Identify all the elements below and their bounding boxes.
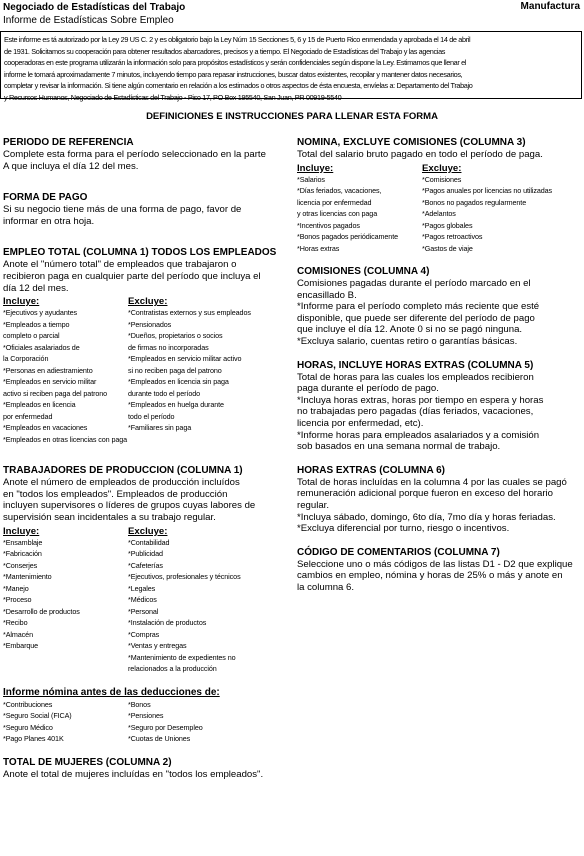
- notice-line: cooperadoras en este programa utilizarán la información solo para propósitos estadísticos y serán confidenciales según dispone la Ley. Estimamos que llenar el: [4, 58, 467, 68]
- section-title: CÓDIGO DE COMENTARIOS (COLUMNA 7): [297, 546, 500, 558]
- body-line: Total de horas incluídas en la columna 4 por las cuales se pagó: [297, 476, 567, 488]
- excluye-list: [128, 526, 253, 675]
- list-item: *Empleados en servicio militar: [3, 377, 97, 387]
- list-item: *Seguro Médico: [3, 722, 53, 732]
- list-item: *Personas en adiestramiento: [3, 365, 93, 375]
- list-item: *Empleados en otras licencias con paga: [3, 434, 128, 444]
- list-item: por enfermedad: [3, 411, 53, 421]
- body-line: Anote el número de empleados de producción incluídos: [3, 477, 240, 489]
- list-item: activo si reciben paga del patrono: [3, 388, 108, 398]
- list-item: *Mantenimiento de expedientes no: [128, 652, 236, 662]
- section-title: PERIODO DE REFERENCIA: [3, 137, 134, 148]
- body-line: paga durante el período de pago.: [297, 383, 439, 395]
- excluye-header: Excluye:: [128, 296, 168, 308]
- incluye-list: [297, 163, 422, 255]
- right-column: [297, 137, 584, 594]
- list-item: *Empleados a tiempo: [3, 319, 70, 329]
- list-item: *Bonos no pagados regularmente: [422, 197, 527, 207]
- section-horas-extras: [297, 465, 584, 535]
- section-body: [297, 559, 584, 594]
- body-line: Seleccione uno o más códigos de las listas D1 - D2 que explique: [297, 558, 573, 570]
- section-title: Informe nómina antes de las deducciones de:: [3, 686, 220, 698]
- section-trabajadores: [3, 465, 288, 674]
- incluye-header: Incluye:: [3, 296, 40, 308]
- list-item: *Proceso: [3, 595, 32, 605]
- section-title: FORMA DE PAGO: [3, 192, 88, 204]
- list-item: relacionados a la producción: [128, 664, 217, 674]
- body-line: regular.: [297, 500, 329, 511]
- industry-label: Manufactura: [520, 1, 580, 12]
- list-item: de firmas no incorporadas: [128, 342, 209, 352]
- list-item: *Contabilidad: [128, 537, 170, 547]
- list-item: *Seguro por Desempleo: [128, 722, 203, 732]
- list-item: *Ventas y entregas: [128, 641, 187, 651]
- section-comisiones: [297, 266, 584, 348]
- section-title: COMISIONES (COLUMNA 4): [297, 266, 430, 278]
- list-item: *Mantenimiento: [3, 572, 52, 582]
- body-line: Anote el "número total" de empleados que trabajaron o: [3, 259, 237, 271]
- list-item: completo o parcial: [3, 331, 60, 341]
- incluye-header: Incluye:: [297, 162, 334, 174]
- include-exclude-lists: [297, 163, 584, 255]
- section-body: [297, 149, 584, 161]
- list-item: *Pago Planes 401K: [3, 734, 64, 744]
- body-line: Anote el total de mujeres incluídas en "todos los empleados".: [3, 768, 264, 780]
- list-item: licencia por enfermedad: [297, 197, 372, 207]
- body-line: *Excluya salario, cuentas retiro o garantías básicas.: [297, 336, 518, 348]
- body-line: Comisiones pagadas durante el período marcado en el: [297, 278, 531, 290]
- list-item: *Familiares sin paga: [128, 423, 192, 433]
- body-line: Complete esta forma para el período seleccionado en la parte: [3, 149, 266, 160]
- list-item: *Médicos: [128, 595, 157, 605]
- list-item: *Cafeterías: [128, 560, 163, 570]
- body-line: *Informe horas para empleados asalariados y a comisión: [297, 429, 540, 441]
- list-item: si no reciben paga del patrono: [128, 365, 222, 375]
- body-line: *Incluya horas extras, horas por tiempo en espera y horas: [297, 394, 544, 406]
- body-line: supervisión sean incidentales a su trabajo regular.: [3, 511, 216, 523]
- list-item: *Recibo: [3, 618, 28, 628]
- list-item: *Incentivos pagados: [297, 220, 360, 230]
- list-item: *Comisiones: [422, 174, 462, 184]
- body-line: encasillado B.: [297, 289, 357, 301]
- excluye-list: [422, 162, 553, 255]
- section-title: NOMINA, EXCLUYE COMISIONES (COLUMNA 3): [297, 137, 526, 148]
- section-codigo: [297, 547, 584, 594]
- body-line: que incluye el día 12. Anote 0 si no se pagó ninguna.: [297, 324, 523, 336]
- list-item: *Bonos: [128, 699, 151, 709]
- excluye-list: [128, 296, 253, 445]
- list-item: *Días feriados, vacaciones,: [297, 186, 382, 196]
- deducciones-col-1: [3, 699, 128, 745]
- list-item: *Empleados en huelga durante: [128, 400, 224, 410]
- section-title: TRABAJADORES DE PRODUCCION (COLUMNA 1): [3, 465, 243, 477]
- list-item: *Pensionados: [128, 319, 172, 329]
- list-item: *Empleados en vacaciones: [3, 423, 88, 433]
- section-nomina: [297, 137, 584, 254]
- body-line: *Incluya sábado, domingo, 6to día, 7mo día y horas feriadas.: [297, 511, 556, 523]
- form-header: [3, 1, 185, 27]
- left-column: [3, 137, 288, 780]
- list-item: *Manejo: [3, 583, 29, 593]
- list-item: *Publicidad: [128, 549, 163, 559]
- list-item: *Personal: [128, 606, 159, 616]
- body-line: la columna 6.: [297, 581, 355, 593]
- list-item: *Salarios: [297, 174, 325, 184]
- list-item: *Desarrollo de productos: [3, 606, 80, 616]
- list-item: *Oficiales asalariados de: [3, 342, 80, 352]
- incluye-list: [3, 526, 128, 675]
- list-item: *Embarque: [3, 641, 39, 651]
- body-line: remuneración adicional porque fueron en exceso del horario: [297, 488, 553, 500]
- list-item: y otras licencias con paga: [297, 209, 378, 219]
- body-line: recibieron paga en cualquier parte del período que incluya el: [3, 270, 261, 282]
- list-item: *Conserjes: [3, 560, 38, 570]
- excluye-header: Excluye:: [128, 525, 168, 537]
- notice-line: informe le tomará aproximadamente 7 minutos, incluyendo tiempo para repasar instrucciones, buscar datos existentes, recopilar y mantener datos necesarios,: [4, 69, 463, 79]
- list-item: la Corporación: [3, 354, 49, 364]
- include-exclude-lists: [3, 296, 288, 445]
- incluye-header: Incluye:: [3, 525, 40, 537]
- list-item: *Instalación de productos: [128, 618, 207, 628]
- section-body: [3, 149, 288, 172]
- section-title: TOTAL DE MUJERES (COLUMNA 2): [3, 756, 172, 768]
- section-mujeres: [3, 757, 288, 781]
- form-name: Informe de Estadísticas Sobre Empleo: [3, 15, 174, 26]
- deducciones-col-2: [128, 699, 253, 745]
- body-line: no trabajadas pero pagadas (días feriados, vacaciones,: [297, 406, 534, 418]
- agency-name: Negociado de Estadísticas del Trabajo: [3, 2, 186, 13]
- deducciones-lists: [3, 699, 288, 745]
- list-item: *Empleados en servicio militar activo: [128, 354, 242, 364]
- section-body: [297, 372, 584, 453]
- list-item: *Almacén: [3, 629, 33, 639]
- excluye-header: Excluye:: [422, 162, 462, 174]
- notice-line: de 1931. Solicitamos su cooperación para obtener resultados abarcadores, precisos y a tiempo. El Negociado de Estadísticas del Trabajo y las agencias: [4, 46, 446, 56]
- list-item: *Ensamblaje: [3, 537, 43, 547]
- body-line: Total del salario bruto pagado en todo el período de paga.: [297, 149, 543, 160]
- list-item: *Fabricación: [3, 549, 42, 559]
- page-title: DEFINICIONES E INSTRUCCIONES PARA LLENAR ESTA FORMA: [146, 111, 438, 122]
- body-line: día 12 del mes.: [3, 282, 69, 294]
- list-item: *Cuotas de Uniones: [128, 734, 191, 744]
- list-item: *Gastos de viaje: [422, 243, 473, 253]
- list-item: *Empleados en licencia sin paga: [128, 377, 229, 387]
- body-line: *Informe para el período completo más reciente que esté: [297, 301, 540, 313]
- list-item: durante todo el período: [128, 388, 201, 398]
- notice-line: y Recursos Humanos, Negociado de Estadísticas del Trabajo - Piso 17, PO Box 195540, San Juan, PR 00919-5540: [4, 92, 342, 102]
- include-exclude-lists: [3, 526, 288, 675]
- section-body: [3, 204, 288, 227]
- body-line: Total de horas para las cuales los empleados recibieron: [297, 371, 534, 383]
- notice-line: Este informe es tá autorizado por la Ley 29 US C. 2 y es obligatorio bajo la Ley Núm 15 Secciones 5, 6 y 15 de Puerto Rico enmendada y aprobada el 14 de abril: [4, 35, 471, 44]
- list-item: *Legales: [128, 583, 156, 593]
- section-body: [297, 477, 584, 535]
- body-line: informar en otra hoja.: [3, 215, 95, 227]
- section-body: [3, 259, 288, 294]
- list-item: *Empleados en licencia: [3, 400, 76, 410]
- section-title: HORAS, INCLUYE HORAS EXTRAS (COLUMNA 5): [297, 359, 534, 371]
- section-periodo: [3, 137, 288, 172]
- list-item: *Pensiones: [128, 711, 164, 721]
- section-body: [3, 769, 288, 781]
- list-item: *Ejecutivos, profesionales y técnicos: [128, 572, 241, 582]
- body-line: A que incluya el día 12 del mes.: [3, 160, 139, 172]
- incluye-list: [3, 296, 128, 445]
- body-line: licencia por enfermedad, etc).: [297, 418, 424, 430]
- section-nomina-deducciones: [3, 687, 288, 745]
- body-line: Si su negocio tiene más de una forma de pago, favor de: [3, 204, 242, 216]
- list-item: *Pagos anuales por licencias no utilizadas: [422, 186, 553, 196]
- list-item: todo el período: [128, 411, 175, 421]
- body-line: cambios en empleo, nómina y horas de 25% o más y anote en: [297, 570, 563, 582]
- section-body: [3, 477, 288, 523]
- notice-line: completar y revisar la información. Si tiene algún comentario en relación a los estimados o otros aspectos de ésta encuesta, envíelas a: Departamento del Trabajo: [4, 81, 473, 91]
- body-line: sob basados en una semana normal de trabajo.: [297, 441, 501, 453]
- body-line: *Excluya diferencial por turno, riesgo o incentivos.: [297, 523, 510, 535]
- list-item: *Contribuciones: [3, 699, 53, 709]
- section-horas: [297, 360, 584, 453]
- list-item: *Adelantos: [422, 209, 456, 219]
- list-item: *Pagos retroactivos: [422, 232, 483, 242]
- body-line: en "todos los empleados". Empleados de producción: [3, 488, 228, 500]
- list-item: *Dueños, propietarios o socios: [128, 331, 223, 341]
- section-title: EMPLEO TOTAL (COLUMNA 1) TODOS LOS EMPLEADOS: [3, 247, 277, 259]
- section-forma-pago: [3, 192, 288, 227]
- body-line: incluyen supervisores o líderes de grupos cuyas labores de: [3, 500, 256, 512]
- list-item: *Seguro Social (FICA): [3, 711, 72, 721]
- section-title: HORAS EXTRAS (COLUMNA 6): [297, 464, 445, 476]
- body-line: disponible, que puede ser diferente del período de pago: [297, 312, 535, 324]
- list-item: *Bonos pagados periódicamente: [297, 232, 398, 242]
- list-item: *Ejecutivos y ayudantes: [3, 308, 78, 318]
- list-item: *Pagos globales: [422, 220, 473, 230]
- list-item: *Horas extras: [297, 243, 340, 253]
- legal-notice-box: [0, 31, 582, 102]
- list-item: *Contratistas externos y sus empleados: [128, 308, 251, 318]
- section-empleo-total: [3, 247, 288, 445]
- section-body: [297, 278, 584, 348]
- list-item: *Compras: [128, 629, 160, 639]
